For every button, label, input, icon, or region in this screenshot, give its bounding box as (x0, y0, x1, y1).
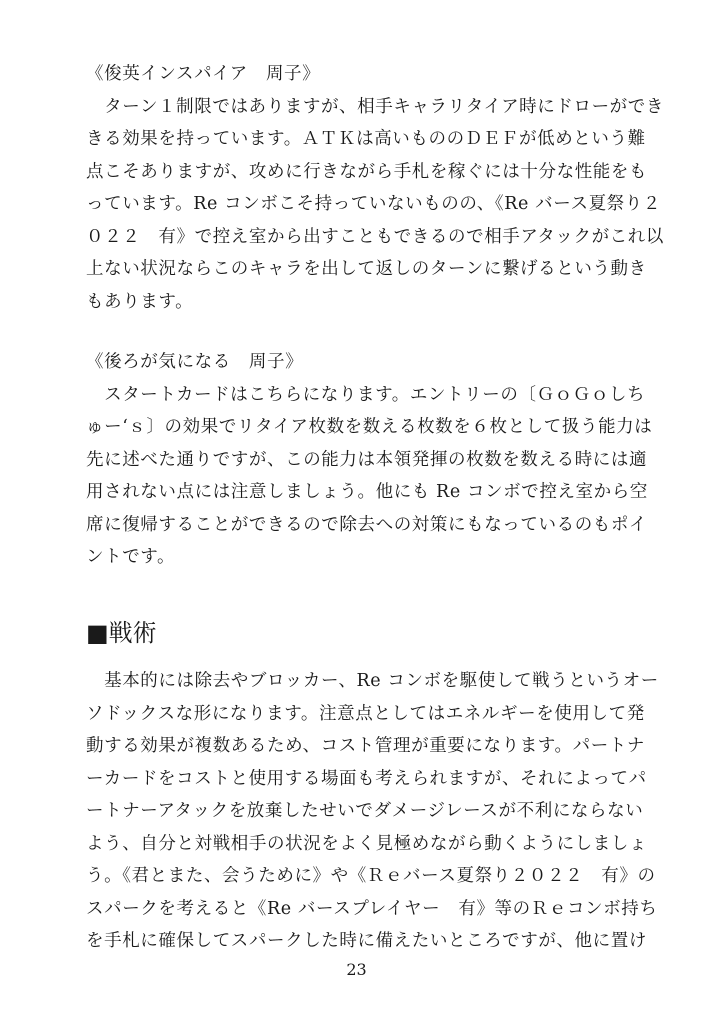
paragraph-line: ゅー‘ｓ〕の効果でリタイア枚数を数える枚数を６枚として扱う能力は (86, 417, 653, 437)
paragraph-line: スタートカードはこちらになります。エントリーの〔ＧｏＧｏしち (86, 385, 646, 405)
paragraph-line: 上ない状況ならこのキャラを出して返しのターンに繋げるという動き (86, 259, 647, 279)
section-heading-tactics: ■戦術 (86, 619, 157, 647)
paragraph-line: っています。Re コンボこそ持っていないものの、《Re バース夏祭り２ (86, 194, 661, 214)
paragraph-line: 用されない点には注意しましょう。他にも Re コンボで控え室から空 (86, 482, 648, 502)
paragraph-line: ートナーアタックを放棄したせいでダメージレースが不利にならない (86, 801, 644, 821)
paragraph-line: 点こそありますが、攻めに行きながら手札を稼ぐには十分な性能をも (86, 162, 648, 182)
paragraph-line: ントです。 (86, 547, 176, 567)
paragraph-line: スパークを考えると《Re バースプレイヤー 有》等のＲｅコンボ持ち (86, 899, 658, 919)
card-title: 《後ろが気になる 周子》 (86, 352, 304, 372)
paragraph-line: ターン１制限ではありますが、相手キャラリタイア時にドローができ (86, 97, 664, 117)
paragraph-line: 先に述べた通りですが、この能力は本領発揮の枚数を数える時には適 (86, 450, 648, 470)
paragraph-line: ーカードをコストと使用する場面も考えられますが、それによってパ (86, 769, 647, 789)
paragraph-line: 基本的には除去やブロッカー、Re コンボを駆使して戦うというオー (86, 671, 659, 691)
paragraph-line: よう、自分と対戦相手の状況をよく見極めながら動くようにしましょ (86, 834, 648, 854)
paragraph-line: ０２２ 有》で控え室から出すこともできるので相手アタックがこれ以 (86, 227, 664, 247)
page-number: 23 (346, 960, 367, 979)
paragraph-line: 動する効果が複数あるため、コスト管理が重要になります。パートナ (86, 736, 645, 756)
card-title: 《俊英インスパイア 周子》 (86, 64, 321, 84)
paragraph-line: を手札に確保してスパークした時に備えたいところですが、他に置け (86, 931, 647, 951)
paragraph-line: 席に復帰することができるので除去への対策にもなっているのもポイ (86, 515, 648, 535)
paragraph-line: きる効果を持っています。ＡＴＫは高いもののＤＥＦが低めという難 (86, 129, 646, 149)
paragraph-line: もあります。 (86, 292, 194, 312)
paragraph-line: ソドックスな形になります。注意点としてはエネルギーを使用して発 (86, 704, 645, 724)
paragraph-line: う。《君とまた、会うために》や《Ｒｅバース夏祭り２０２２ 有》の (86, 866, 656, 886)
